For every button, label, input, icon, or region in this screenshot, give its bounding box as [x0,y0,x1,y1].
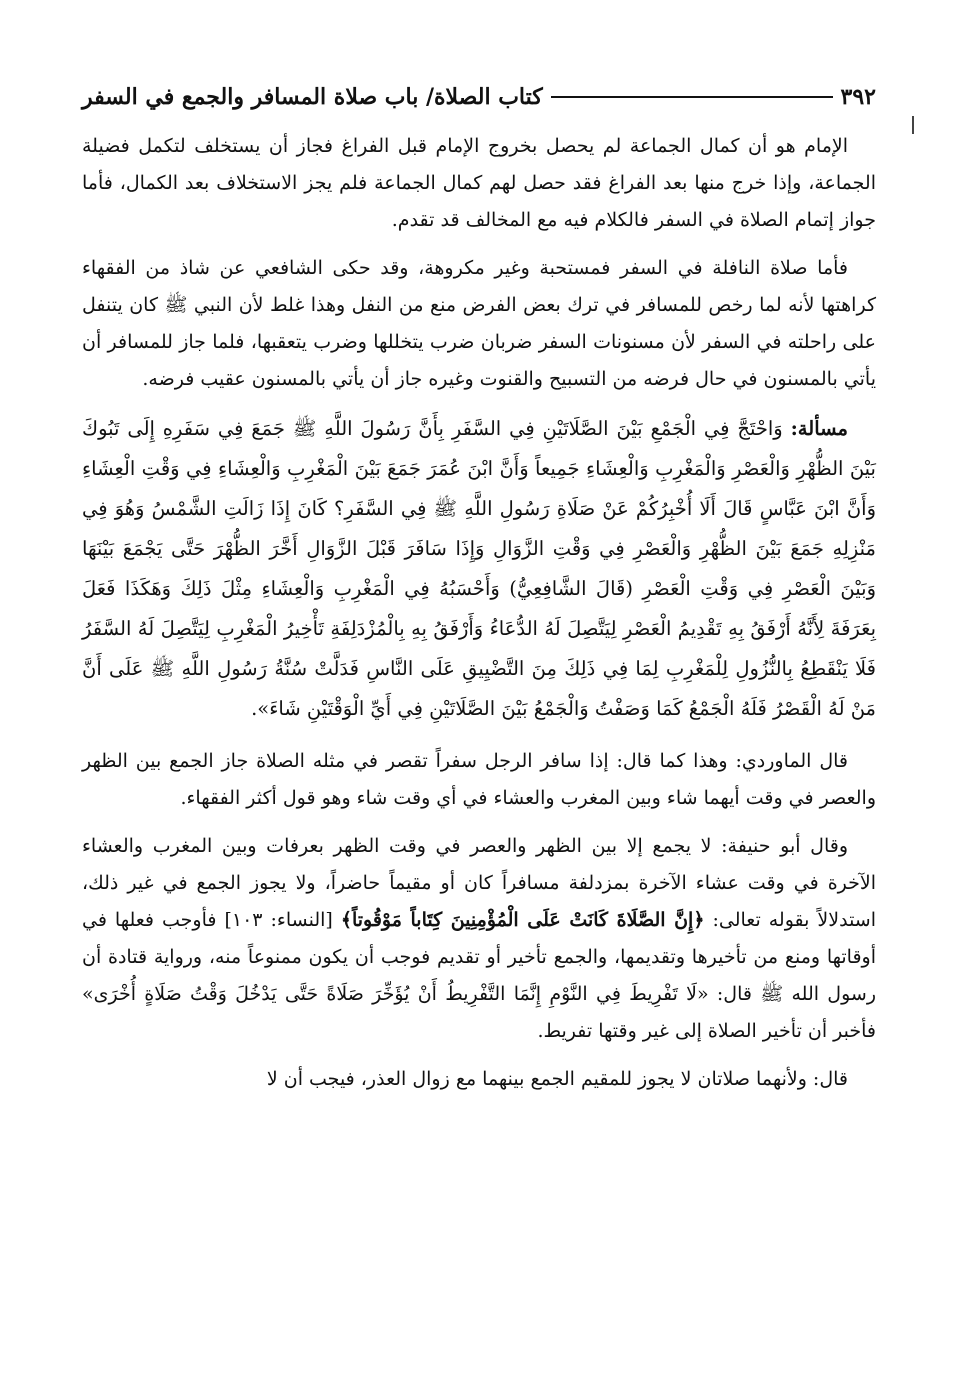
page-body [82,128,876,1098]
running-title: كتاب الصلاة/ باب صلاة المسافر والجمع في السفر [82,84,543,110]
paragraph-text-before: وقال أبو حنيفة: لا يجمع إلا بين الظهر والعصر في وقت الظهر بعرفات وبين المغرب والعشاء الآخرة في وقت عشاء الآخرة بمزدلفة مسافراً كان أو مقيماً حاضراً، ولا يجوز الجمع في غير ذلك، استدلالاً بقوله تعالى: [82,835,877,931]
paragraph-5 [82,828,876,1050]
paragraph-text: قال: ولأنهما صلاتان لا يجوز للمقيم الجمع بينهما مع زوال العذر، فيجب أن لا [266,1068,848,1090]
header-rule [551,96,833,98]
quran-verse: ﴿إِنَّ الصَّلَاةَ كَانَتْ عَلَى الْمُؤْمِنِينَ كِتَاباً مَوْقُوتاً﴾ [340,909,705,931]
paragraph-text: الإمام هو أن كمال الجماعة لم يحصل بخروج الإمام قبل الفراغ فجاز أن يستخلف لتكمل فضيلة الجماعة، وإذا خرج منها بعد الفراغ فقد حصل لهم كمال الجماعة فلم يجز الاستخلاف بعد الكمال، فأما جواز إتمام الصلاة في السفر فالكلام فيه مع المخالف قد تقدم. [82,135,876,231]
margin-mark [912,116,914,134]
paragraph-2 [82,250,876,398]
page-number: ٣٩٢ [840,84,876,110]
paragraph-text-after: [النساء: ١٠٣] فأوجب فعلها في أوقاتها ومنع من تأخيرها وتقديمها، والجمع تأخير أو تقديم فوجب أن يكون ممنوعاً منه، ورواية قتادة أن رسول الله ﷺ قال: «لَا تَفْرِيطَ فِي النَّوْمِ إِنَّمَا التَّفْرِيطُ أَنْ يُؤَخِّرَ صَلَاةً حَتَّى يَدْخُلَ وَقْتُ صَلَاةٍ أُخْرَى» فأخبر أن تأخير الصلاة إلى غير وقتها تفريط. [82,909,876,1042]
paragraph-4 [82,743,876,817]
paragraph-1 [82,128,876,239]
masala-label: مسألة: [790,417,848,440]
paragraph-text: وَاحْتَجَّ فِي الْجَمْعِ بَيْنَ الصَّلَاتَيْنِ فِي السَّفَرِ بِأَنَّ رَسُولَ اللَّهِ ﷺ جَمَعَ فِي سَفَرِهِ إِلَى تَبُوكَ بَيْنَ الظُّهْرِ وَالْعَصْرِ وَالْمَغْرِبِ وَالْعِشَاءِ جَمِيعاً وَأَنَّ ابْنَ عُمَرَ جَمَعَ بَيْنَ الْمَغْرِبِ وَالْعِشَاءِ فِي وَقْتِ الْعِشَاءِ وَأَنَّ ابْنَ عَبَّاسٍ قَالَ أَلَا أُخْبِرُكُمْ عَنْ صَلَاةِ رَسُولِ اللَّهِ ﷺ فِي السَّفَرِ؟ كَانَ إِذَا زَالَتِ الشَّمْسُ وَهُوَ فِي مَنْزِلِهِ جَمَعَ بَيْنَ الظُّهْرِ وَالْعَصْرِ فِي وَقْتِ الزَّوَالِ وَإِذَا سَافَرَ قَبْلَ الزَّوَالِ أَخَّرَ الظُّهْرَ حَتَّى يَجْمَعَ بَيْنَهَا وَبَيْنَ الْعَصْرِ فِي وَقْتِ الْعَصْرِ (قَالَ الشَّافِعِيُّ) وَأَحْسَبُهُ فِي الْمَغْرِبِ وَالْعِشَاءِ مِثْلَ ذَلِكَ وَهَكَذَا فَعَلَ بِعَرَفَةَ لِأَنَّهُ أَرْفَقُ بِهِ تَقْدِيمُ الْعَصْرِ لِيَتَّصِلَ لَهُ الدُّعَاءُ وَأَرْفَقُ بِهِ بِالْمُزْدَلِفَةِ تَأْخِيرُ الْمَغْرِبِ لِيَتَّصِلَ لَهُ السَّفَرُ فَلَا يَنْقَطِعُ بِالنُّزُولِ لِلْمَغْرِبِ لِمَا فِي ذَلِكَ مِنَ التَّضْيِيقِ عَلَى النَّاسِ فَدَلَّتْ سُنَّةُ رَسُولِ اللَّهِ ﷺ عَلَى أَنَّ مَنْ لَهُ الْقَصْرُ فَلَهُ الْجَمْعُ كَمَا وَصَفْتُ وَالْجَمْعُ بَيْنَ الصَّلَاتَيْنِ فِي أَيِّ الْوَقْتَيْنِ شَاءَ». [82,417,876,720]
paragraph-text: فأما صلاة النافلة في السفر فمستحبة وغير مكروهة، وقد حكى الشافعي عن شاذ من الفقهاء كراهتها لأنه لما رخص للمسافر في ترك بعض الفرض منع من النفل وهذا غلط لأن النبي ﷺ كان يتنفل على راحلته في السفر لأن مسنونات السفر ضربان ضرب يتخللها وضرب يتعقبها، فلما جاز للمسافر أن يأتي بالمسنون في حال فرضه من التسبيح والقنوت وغيره جاز أن يأتي بالمسنون عقيب فرضه. [82,257,876,390]
paragraph-text: قال الماوردي: وهذا كما قال: إذا سافر الرجل سفراً تقصر في مثله الصلاة جاز الجمع بين الظهر والعصر في وقت أيهما شاء وبين المغرب والعشاء في أي وقت شاء وهو قول أكثر الفقهاء. [82,750,876,809]
masala-paragraph [82,409,876,729]
paragraph-6 [82,1061,876,1098]
running-header [82,80,876,114]
